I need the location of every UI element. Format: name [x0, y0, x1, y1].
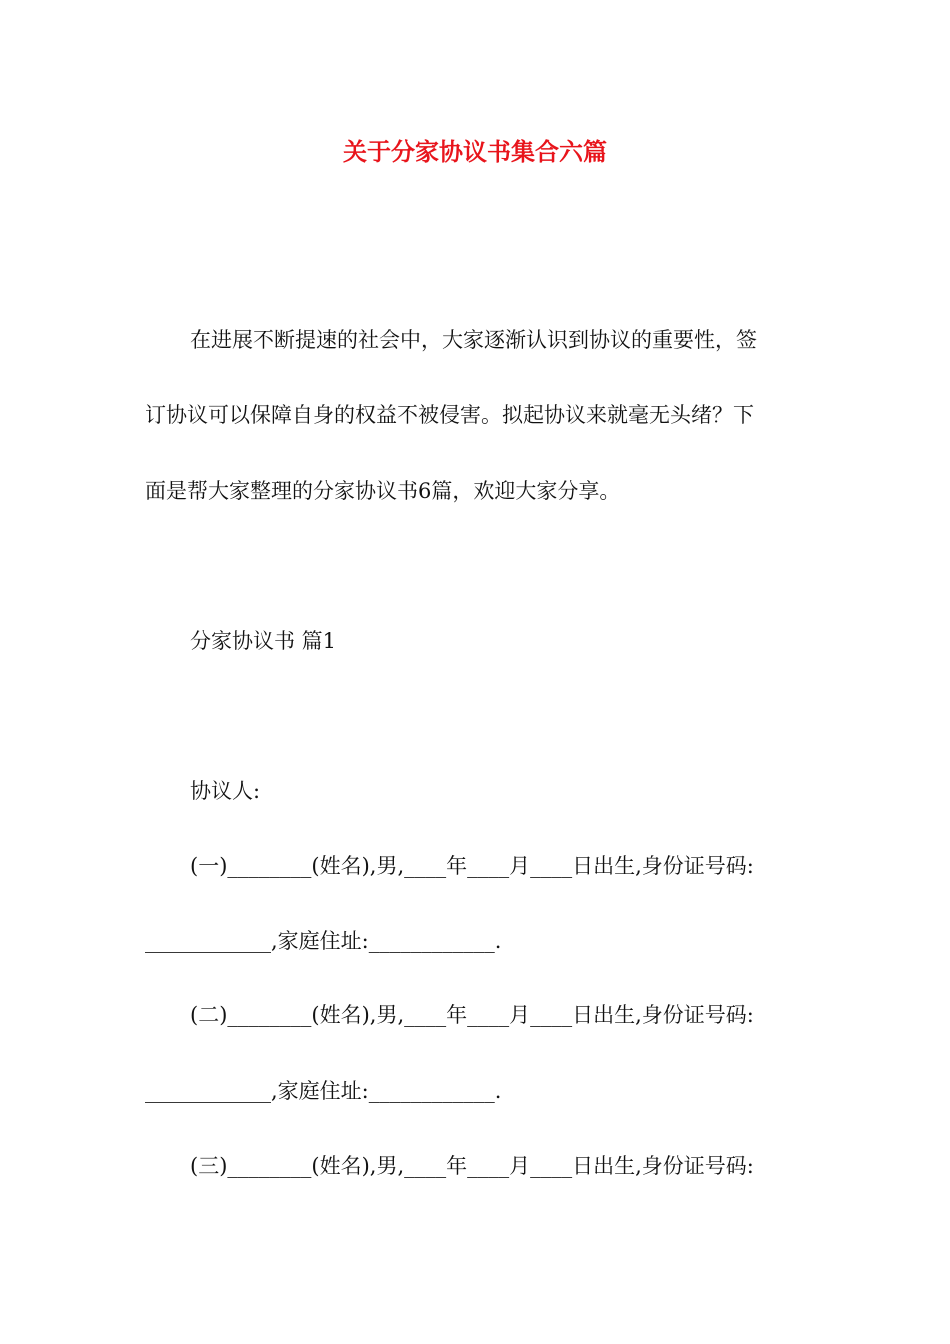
document-title: 关于分家协议书集合六篇 [343, 137, 607, 166]
parties-label: 协议人: [190, 779, 261, 803]
intro-line-1: 在进展不断提速的社会中，大家逐渐认识到协议的重要性，签 [190, 328, 757, 352]
party-line-2: ____________,家庭住址:____________. [145, 929, 502, 953]
party-line-1: (一)________(姓名),男,____年____月____日出生,身份证号码: [190, 854, 754, 878]
intro-line-3: 面是帮大家整理的分家协议书6篇，欢迎大家分享。 [145, 479, 621, 503]
intro-line-2: 订协议可以保障自身的权益不被侵害。拟起协议来就毫无头绪？下 [145, 403, 754, 427]
section-heading: 分家协议书 篇1 [190, 629, 337, 653]
party-line-4: ____________,家庭住址:____________. [145, 1079, 502, 1103]
party-line-3: (二)________(姓名),男,____年____月____日出生,身份证号码: [190, 1003, 754, 1027]
party-line-5: (三)________(姓名),男,____年____月____日出生,身份证号码: [190, 1154, 754, 1178]
